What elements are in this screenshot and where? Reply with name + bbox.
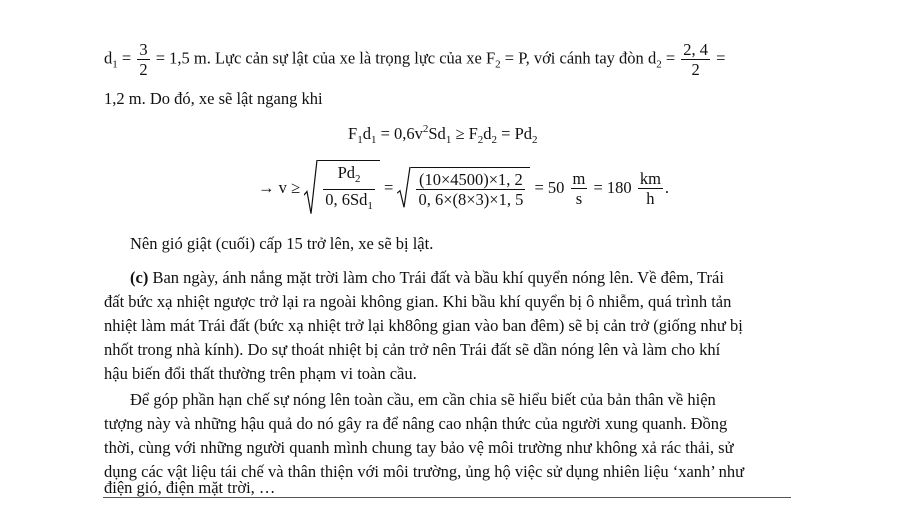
part-c-label: (c) — [130, 268, 149, 287]
para-d-line-5: điện gió, điện mặt trời, … — [104, 478, 276, 497]
velocity-inequality — [258, 160, 669, 216]
pd-term: = Pd — [501, 124, 533, 143]
v-squared-exponent: 2 — [422, 123, 429, 135]
d1-subscript: 1 — [370, 134, 377, 146]
f1-symbol: F — [348, 124, 358, 143]
bottom-divider — [103, 497, 791, 498]
fraction-denominator — [323, 190, 375, 216]
unit-numerator: m — [572, 168, 586, 188]
d2-symbol: d — [483, 124, 492, 143]
fraction-numerator: 3 — [139, 40, 148, 59]
value-50: = 50 — [534, 178, 565, 197]
fraction-numerator — [323, 163, 375, 190]
para-d-line-2: tượng này và những hậu quả do nó gây ra để nâng cao nhận thức của người xung quanh. Đồng — [104, 414, 728, 433]
para-c-line-4: nhốt trong nhà kính). Do sự thoát nhiệt bị cản trở nên Trái đất sẽ dần nóng lên và làm cho khí — [104, 340, 721, 359]
d2-subscript: 2 — [656, 58, 662, 71]
d1-symbol: d — [362, 124, 371, 143]
ge-f2: ≥ F — [455, 124, 478, 143]
pd-subscript: 2 — [532, 134, 538, 146]
para-c-line-1 — [130, 267, 724, 289]
fraction-pd-over-sd — [323, 163, 375, 216]
pd-subscript: 2 — [355, 173, 361, 185]
para-c-line-1-text: Ban ngày, ánh nắng mặt trời làm cho Trái đất và bầu khí quyển nóng lên. Về đêm, Trái — [148, 268, 724, 287]
radical-sign-icon — [304, 160, 318, 216]
unit-numerator: km — [639, 168, 661, 188]
conclusion-text: Nên gió giật (cuối) cấp 15 trở lên, xe sẽ bị lật. — [130, 234, 434, 253]
para-c-line-5: hậu biến đổi thất thường trên phạm vi toàn cầu. — [104, 364, 417, 383]
fraction-numeric — [416, 170, 525, 209]
fraction-numerator: 2, 4 — [683, 40, 708, 59]
sd-text: 0, 6Sd — [325, 190, 368, 209]
f2-equals-p: = P — [504, 48, 526, 68]
arm-text: , với cánh tay đòn — [525, 48, 644, 68]
pd-text: Pd — [337, 163, 355, 182]
value-180: = 180 — [593, 178, 632, 197]
sd-term: Sd — [428, 124, 446, 143]
unit-denominator: h — [646, 188, 655, 208]
f1-subscript: 1 — [357, 134, 363, 146]
f2-subscript: 2 — [477, 134, 484, 146]
sqrt-pd-over-sd — [304, 160, 380, 216]
para-c-line-2: đất bức xạ nhiệt ngược trở lại ra ngoài không gian. Khi bầu khí quyển bị ô nhiễm, quá trình tản — [104, 292, 732, 311]
para-c-line-3: nhiệt làm mát Trái đất (bức xạ nhiệt trở lại kh8ông gian vào ban đêm) sẽ bị cản trở (giống như bị — [104, 316, 743, 335]
d2-subscript: 2 — [491, 134, 498, 146]
sqrt-numeric — [397, 167, 530, 209]
para-d-line-3: thời, cùng với những người quanh mình chung tay bảo vệ môi trường như không xả rác thải, sử — [104, 438, 734, 457]
equals-sign: = — [384, 178, 394, 197]
period: . — [664, 178, 670, 197]
para-d-line-4: dụng các vật liệu tái chế và thân thiện với môi trường, ủng hộ việc sử dụng nhiên liệu ‘xanh’ như — [104, 462, 745, 481]
radical-sign-icon — [397, 167, 411, 209]
drag-term: = 0,6v — [380, 124, 423, 143]
equals-sign: = — [121, 48, 132, 68]
sd-subscript: 1 — [367, 200, 373, 212]
unit-m-per-s — [571, 169, 588, 208]
d1-subscript: 1 — [112, 58, 118, 71]
d2-symbol: d — [647, 48, 657, 68]
f2-symbol: F — [485, 48, 496, 68]
sd-subscript: 1 — [445, 134, 452, 146]
d1-symbol: d — [104, 48, 113, 68]
fraction-denominator: 2 — [139, 60, 148, 79]
unit-denominator: s — [575, 188, 583, 208]
arrow-v-ge: → v ≥ — [258, 178, 301, 197]
equals-sign: = — [665, 48, 676, 68]
line2-text: 1,2 m. Do đó, xe sẽ lật ngang khi — [104, 89, 323, 108]
line1-text: = 1,5 m. Lực cản sự lật của xe là trọng lực của xe — [155, 48, 482, 68]
torque-inequality — [348, 123, 538, 146]
para-d-line-1: Để góp phần hạn chế sự nóng lên toàn cầu, em cần chia sẽ hiểu biết của bản thân về hiện — [130, 390, 716, 409]
fraction-3-over-2 — [137, 40, 149, 79]
line-d1-definition — [104, 40, 725, 79]
fraction-numerator: (10×4500)×1, 2 — [416, 170, 525, 190]
fraction-denominator: 2 — [691, 60, 700, 79]
trailing-equals: = — [716, 48, 726, 68]
unit-km-per-h — [638, 169, 663, 208]
f2-subscript: 2 — [495, 58, 501, 71]
fraction-denominator: 0, 6×(8×3)×1, 5 — [418, 190, 524, 209]
fraction-2-4-over-2 — [681, 40, 710, 79]
